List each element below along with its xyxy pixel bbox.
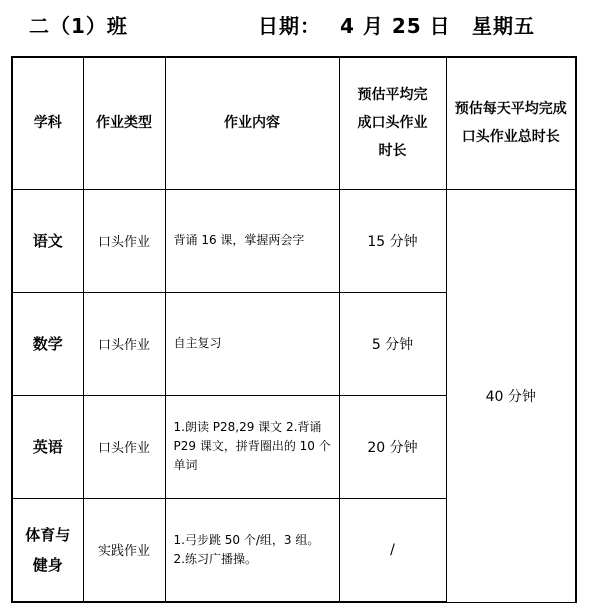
duration-cell: 15 分钟	[339, 189, 446, 292]
duration-cell: /	[339, 498, 446, 602]
type-cell: 实践作业	[83, 498, 165, 602]
header-row	[12, 57, 576, 189]
class-name: 二（1）班	[29, 14, 128, 38]
column-header-content: 作业内容	[165, 57, 339, 189]
column-header-duration: 预估平均完成口头作业时长	[339, 57, 446, 189]
content-cell: 1.弓步跳 50 个/组，3 组。 2.练习广播操。	[165, 498, 339, 602]
content-cell: 自主复习	[165, 292, 339, 395]
duration-cell: 20 分钟	[339, 395, 446, 498]
type-cell: 口头作业	[83, 292, 165, 395]
column-header-total: 预估每天平均完成口头作业总时长	[446, 57, 576, 189]
weekday: 星期五	[472, 14, 535, 38]
column-header-type: 作业类型	[83, 57, 165, 189]
duration-cell: 5 分钟	[339, 292, 446, 395]
date-label: 日期：	[258, 14, 321, 38]
type-cell: 口头作业	[83, 189, 165, 292]
content-cell: 背诵 16 课，掌握两会字	[165, 189, 339, 292]
content-cell: 1.朗读 P28,29 课文 2.背诵 P29 课文，拼背圈出的 10 个单词	[165, 395, 339, 498]
page-header	[0, 0, 592, 50]
subject-cell: 语文	[12, 189, 83, 292]
subject-cell: 体育与健身	[12, 498, 83, 602]
table-row	[12, 189, 576, 292]
type-cell: 口头作业	[83, 395, 165, 498]
date-value: 4 月 25 日	[340, 14, 451, 38]
subject-cell: 英语	[12, 395, 83, 498]
homework-table	[11, 56, 577, 603]
total-duration-cell: 40 分钟	[446, 189, 576, 602]
column-header-subject: 学科	[12, 57, 83, 189]
subject-cell: 数学	[12, 292, 83, 395]
